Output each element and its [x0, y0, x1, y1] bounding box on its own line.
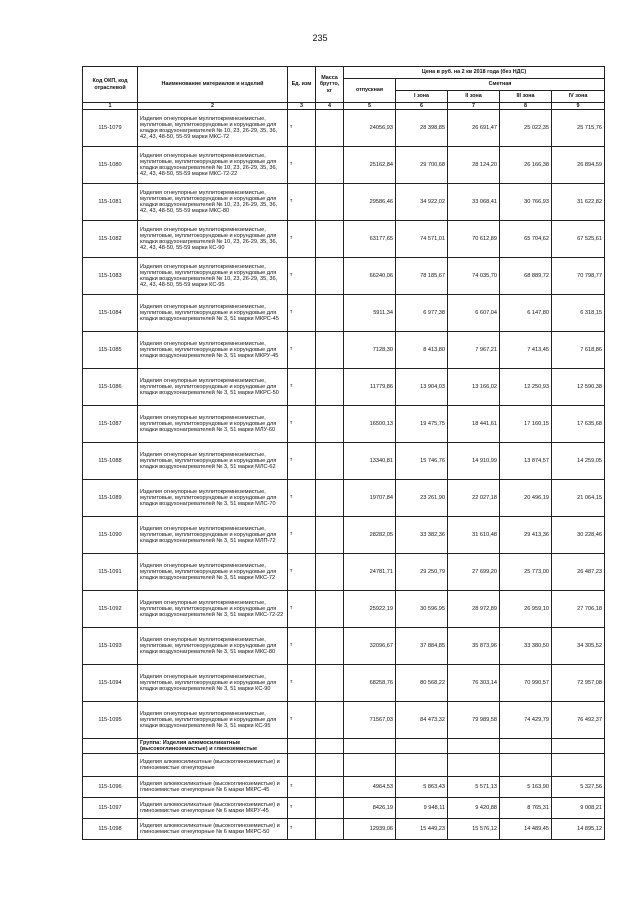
item-code: 115-1089: [83, 480, 138, 517]
zone3-price: 26 959,10: [500, 591, 552, 628]
table-row: [83, 443, 605, 480]
col-number: 3: [288, 103, 316, 110]
table-row: [83, 332, 605, 369]
col-number: 7: [448, 103, 500, 110]
zone4-price: 26 487,23: [552, 554, 605, 591]
zone3-price: 74 429,79: [500, 702, 552, 739]
item-name: Изделия огнеупорные муллитокремнеземистые, муллитовые, муллитокорундовые и корундовые для кладки воздухонагревателей № 3, 51 марки МЛС-70: [138, 480, 288, 517]
col-number: 9: [552, 103, 605, 110]
item-name: Изделия огнеупорные муллитокремнеземистые, муллитовые, муллитокорундовые и корундовые для кладки воздухонагревателей № 10, 23, 26-29, 35, 36, 42, 43, 48-50, 55-59 марки КС-90: [138, 221, 288, 258]
header-estimate: Сметная: [396, 79, 605, 91]
empty-cell: [316, 754, 344, 777]
table-row: [83, 258, 605, 295]
item-name: Изделия огнеупорные муллитокремнеземистые, муллитовые, муллитокорундовые и корундовые для кладки воздухонагревателей № 10, 23, 26-29, 35, 36, 42, 43, 48-50, 55-59 марки МКС-80: [138, 184, 288, 221]
zone3-price: 14 489,45: [500, 819, 552, 840]
item-code: 115-1088: [83, 443, 138, 480]
zone4-price: 14 895,12: [552, 819, 605, 840]
empty-cell: [288, 739, 316, 754]
zone4-price: 34 305,52: [552, 628, 605, 665]
empty-cell: [448, 754, 500, 777]
table-row: [83, 777, 605, 798]
item-mass: [316, 777, 344, 798]
item-mass: [316, 221, 344, 258]
col-number: 6: [396, 103, 448, 110]
zone2-price: 76 303,14: [448, 665, 500, 702]
table-row: [83, 406, 605, 443]
item-mass: [316, 480, 344, 517]
item-code: 115-1082: [83, 221, 138, 258]
item-mass: [316, 332, 344, 369]
item-mass: [316, 406, 344, 443]
item-mass: [316, 147, 344, 184]
page-number: 235: [312, 33, 328, 43]
zone4-price: 31 622,82: [552, 184, 605, 221]
item-name: Изделия алюмосиликатные (высокоглиноземистые) и глиноземистые огнеупорные № 6 марки МКРУ-45: [138, 798, 288, 819]
zone1-price: 78 185,67: [396, 258, 448, 295]
release-price: 8426,19: [344, 798, 396, 819]
item-name: Изделия огнеупорные муллитокремнеземистые, муллитовые, муллитокорундовые и корундовые для кладки воздухонагревателей № 10, 23, 26-29, 35, 36, 42, 43, 48-50, 55-59 марки КС-95: [138, 258, 288, 295]
release-price: 68258,76: [344, 665, 396, 702]
item-code: 115-1079: [83, 110, 138, 147]
item-unit: т: [288, 369, 316, 406]
release-price: 24056,93: [344, 110, 396, 147]
header-code: Код ОКП, код отраслевой: [83, 67, 138, 103]
table-row: [83, 110, 605, 147]
zone4-price: 26 894,59: [552, 147, 605, 184]
zone4-price: 21 064,15: [552, 480, 605, 517]
zone1-price: 9 948,11: [396, 798, 448, 819]
item-mass: [316, 184, 344, 221]
header-zone4: IV зона: [552, 91, 605, 103]
item-unit: т: [288, 258, 316, 295]
zone2-price: 31 610,48: [448, 517, 500, 554]
item-name: Изделия огнеупорные муллитокремнеземистые, муллитовые, муллитокорундовые и корундовые для кладки воздухонагревателей № 3, 51 марки МКС-72: [138, 554, 288, 591]
table-row: [83, 798, 605, 819]
item-unit: т: [288, 554, 316, 591]
zone2-price: 22 027,18: [448, 480, 500, 517]
zone3-price: 25 022,35: [500, 110, 552, 147]
zone3-price: 20 496,19: [500, 480, 552, 517]
zone1-price: 74 571,01: [396, 221, 448, 258]
zone2-price: 79 989,58: [448, 702, 500, 739]
item-code: 115-1086: [83, 369, 138, 406]
zone1-price: 5 863,43: [396, 777, 448, 798]
table-row: [83, 628, 605, 665]
zone1-price: 34 922,02: [396, 184, 448, 221]
zone1-price: 37 884,85: [396, 628, 448, 665]
table-row: [83, 591, 605, 628]
header-release: отпускная: [344, 79, 396, 103]
item-code: 115-1087: [83, 406, 138, 443]
zone4-price: 9 008,21: [552, 798, 605, 819]
zone4-price: 76 492,37: [552, 702, 605, 739]
zone3-price: 13 874,57: [500, 443, 552, 480]
empty-cell: [396, 739, 448, 754]
header-mass: Масса брутто, кг: [316, 67, 344, 103]
item-name: Изделия огнеупорные муллитокремнеземистые, муллитовые, муллитокорундовые и корундовые для кладки воздухонагревателей № 3, 51 марки КС-90: [138, 665, 288, 702]
release-price: 28282,05: [344, 517, 396, 554]
item-code: 115-1080: [83, 147, 138, 184]
release-price: 25162,84: [344, 147, 396, 184]
subgroup-title: Изделия алюмосиликатные (высокоглиноземистые) и глиноземистые огнеупорные: [138, 754, 288, 777]
empty-cell: [344, 754, 396, 777]
zone4-price: 27 706,18: [552, 591, 605, 628]
item-name: Изделия огнеупорные муллитокремнеземистые, муллитовые, муллитокорундовые и корундовые для кладки воздухонагревателей № 10, 23, 26-29, 35, 36, 42, 43, 48-50, 55-59 марки МКС-72: [138, 110, 288, 147]
col-number: 1: [83, 103, 138, 110]
empty-cell: [552, 739, 605, 754]
empty-cell: [344, 739, 396, 754]
item-mass: [316, 554, 344, 591]
zone4-price: 12 590,38: [552, 369, 605, 406]
release-price: 29586,46: [344, 184, 396, 221]
item-unit: т: [288, 147, 316, 184]
item-mass: [316, 295, 344, 332]
col-number: 8: [500, 103, 552, 110]
zone2-price: 18 441,61: [448, 406, 500, 443]
header-price-title: Цена в руб. на 2 кв 2018 года (без НДС): [344, 67, 605, 79]
zone4-price: 72 957,08: [552, 665, 605, 702]
zone4-price: 25 715,76: [552, 110, 605, 147]
release-price: 63177,65: [344, 221, 396, 258]
empty-cell: [552, 754, 605, 777]
zone1-price: 13 904,03: [396, 369, 448, 406]
table-row: [83, 517, 605, 554]
item-mass: [316, 591, 344, 628]
item-mass: [316, 443, 344, 480]
zone1-price: 15 449,23: [396, 819, 448, 840]
empty-cell: [316, 739, 344, 754]
zone3-price: 25 773,00: [500, 554, 552, 591]
release-price: 24781,71: [344, 554, 396, 591]
item-name: Изделия огнеупорные муллитокремнеземистые, муллитовые, муллитокорундовые и корундовые для кладки воздухонагревателей № 3, 51 марки МКС-72-22: [138, 591, 288, 628]
item-unit: т: [288, 443, 316, 480]
item-mass: [316, 628, 344, 665]
item-unit: т: [288, 665, 316, 702]
item-code: 115-1098: [83, 819, 138, 840]
release-price: 32096,67: [344, 628, 396, 665]
table-row: [83, 369, 605, 406]
header-zone2: II зона: [448, 91, 500, 103]
item-name: Изделия алюмосиликатные (высокоглиноземистые) и глиноземистые огнеупорные № 6 марки МКРС-45: [138, 777, 288, 798]
header-zone3: III зона: [500, 91, 552, 103]
zone2-price: 13 166,02: [448, 369, 500, 406]
item-name: Изделия огнеупорные муллитокремнеземистые, муллитовые, муллитокорундовые и корундовые для кладки воздухонагревателей № 10, 23, 26-29, 35, 36, 42, 43, 48-50, 55-59 марки МКС-72-22: [138, 147, 288, 184]
item-unit: т: [288, 221, 316, 258]
zone2-price: 7 967,21: [448, 332, 500, 369]
release-price: 12939,06: [344, 819, 396, 840]
item-mass: [316, 819, 344, 840]
zone2-price: 26 691,47: [448, 110, 500, 147]
item-unit: т: [288, 628, 316, 665]
item-name: Изделия огнеупорные муллитокремнеземистые, муллитовые, муллитокорундовые и корундовые для кладки воздухонагревателей № 3, 51 марки МКС-80: [138, 628, 288, 665]
item-unit: т: [288, 517, 316, 554]
item-code: 115-1096: [83, 777, 138, 798]
zone4-price: 30 228,46: [552, 517, 605, 554]
zone1-price: 8 413,80: [396, 332, 448, 369]
group-title: Группа: Изделия алюмосиликатные (высокоглиноземистые) и глиноземистые: [138, 739, 288, 754]
col-number: 4: [316, 103, 344, 110]
zone2-price: 5 571,13: [448, 777, 500, 798]
zone2-price: 74 035,70: [448, 258, 500, 295]
zone3-price: 17 160,15: [500, 406, 552, 443]
item-code: 115-1083: [83, 258, 138, 295]
release-price: 19707,84: [344, 480, 396, 517]
table-row: [83, 665, 605, 702]
item-mass: [316, 702, 344, 739]
item-code: 115-1090: [83, 517, 138, 554]
zone2-price: 27 699,20: [448, 554, 500, 591]
item-name: Изделия огнеупорные муллитокремнеземистые, муллитовые, муллитокорундовые и корундовые для кладки воздухонагревателей № 3, 51 марки КС-95: [138, 702, 288, 739]
item-mass: [316, 517, 344, 554]
item-mass: [316, 798, 344, 819]
zone3-price: 6 147,80: [500, 295, 552, 332]
item-mass: [316, 258, 344, 295]
subgroup-row: [83, 754, 605, 777]
zone4-price: 70 798,77: [552, 258, 605, 295]
item-code: 115-1084: [83, 295, 138, 332]
item-unit: т: [288, 798, 316, 819]
item-unit: т: [288, 591, 316, 628]
empty-cell: [448, 739, 500, 754]
item-name: Изделия огнеупорные муллитокремнеземистые, муллитовые, муллитокорундовые и корундовые для кладки воздухонагревателей № 3, 51 марки МКРС-45: [138, 295, 288, 332]
zone4-price: 14 259,05: [552, 443, 605, 480]
zone3-price: 7 413,45: [500, 332, 552, 369]
item-name: Изделия алюмосиликатные (высокоглиноземистые) и глиноземистые огнеупорные № 6 марки МКРС-50: [138, 819, 288, 840]
zone3-price: 30 766,93: [500, 184, 552, 221]
zone2-price: 70 612,89: [448, 221, 500, 258]
item-code: 115-1097: [83, 798, 138, 819]
header-zone1: I зона: [396, 91, 448, 103]
item-unit: т: [288, 480, 316, 517]
zone3-price: 70 990,57: [500, 665, 552, 702]
table-row: [83, 295, 605, 332]
zone2-price: 6 607,04: [448, 295, 500, 332]
item-mass: [316, 369, 344, 406]
table-row: [83, 184, 605, 221]
subgroup-code: [83, 754, 138, 777]
release-price: 71567,03: [344, 702, 396, 739]
table-row: [83, 554, 605, 591]
item-name: Изделия огнеупорные муллитокремнеземистые, муллитовые, муллитокорундовые и корундовые для кладки воздухонагревателей № 3, 51 марки МЛУ-60: [138, 406, 288, 443]
item-code: 115-1095: [83, 702, 138, 739]
release-price: 7128,30: [344, 332, 396, 369]
table-row: [83, 147, 605, 184]
zone3-price: 33 380,50: [500, 628, 552, 665]
zone4-price: 17 635,68: [552, 406, 605, 443]
zone2-price: 15 576,12: [448, 819, 500, 840]
table-row: [83, 221, 605, 258]
group-row: [83, 739, 605, 754]
zone1-price: 30 596,95: [396, 591, 448, 628]
zone1-price: 84 473,32: [396, 702, 448, 739]
item-unit: т: [288, 406, 316, 443]
zone1-price: 19 475,75: [396, 406, 448, 443]
item-code: 115-1081: [83, 184, 138, 221]
release-price: 16500,13: [344, 406, 396, 443]
zone1-price: 6 977,38: [396, 295, 448, 332]
item-code: 115-1091: [83, 554, 138, 591]
item-unit: т: [288, 777, 316, 798]
item-unit: т: [288, 332, 316, 369]
col-number: 2: [138, 103, 288, 110]
zone3-price: 5 163,90: [500, 777, 552, 798]
release-price: 5911,34: [344, 295, 396, 332]
zone2-price: 28 972,89: [448, 591, 500, 628]
zone1-price: 29 700,68: [396, 147, 448, 184]
zone1-price: 80 568,22: [396, 665, 448, 702]
zone2-price: 14 910,99: [448, 443, 500, 480]
empty-cell: [396, 754, 448, 777]
zone3-price: 12 250,93: [500, 369, 552, 406]
zone3-price: 8 765,31: [500, 798, 552, 819]
group-code: [83, 739, 138, 754]
zone3-price: 29 413,36: [500, 517, 552, 554]
item-unit: т: [288, 110, 316, 147]
zone4-price: 5 327,56: [552, 777, 605, 798]
release-price: 4964,53: [344, 777, 396, 798]
col-number: 5: [344, 103, 396, 110]
release-price: 25922,19: [344, 591, 396, 628]
item-mass: [316, 110, 344, 147]
zone4-price: 67 525,61: [552, 221, 605, 258]
zone3-price: 26 166,38: [500, 147, 552, 184]
empty-cell: [500, 739, 552, 754]
zone3-price: 68 889,72: [500, 258, 552, 295]
zone1-price: 15 746,76: [396, 443, 448, 480]
item-unit: т: [288, 702, 316, 739]
table-row: [83, 702, 605, 739]
table-row: [83, 480, 605, 517]
item-name: Изделия огнеупорные муллитокремнеземистые, муллитовые, муллитокорундовые и корундовые для кладки воздухонагревателей № 3, 51 марки МКРУ-45: [138, 332, 288, 369]
zone4-price: 7 618,86: [552, 332, 605, 369]
item-name: Изделия огнеупорные муллитокремнеземистые, муллитовые, муллитокорундовые и корундовые для кладки воздухонагревателей № 3, 51 марки МЛС-62: [138, 443, 288, 480]
item-code: 115-1093: [83, 628, 138, 665]
item-unit: т: [288, 184, 316, 221]
zone2-price: 9 420,88: [448, 798, 500, 819]
zone1-price: 33 382,36: [396, 517, 448, 554]
zone3-price: 65 704,62: [500, 221, 552, 258]
item-name: Изделия огнеупорные муллитокремнеземистые, муллитовые, муллитокорундовые и корундовые для кладки воздухонагревателей № 3, 51 марки МЛП-72: [138, 517, 288, 554]
release-price: 11779,86: [344, 369, 396, 406]
zone1-price: 28 398,85: [396, 110, 448, 147]
item-unit: т: [288, 819, 316, 840]
item-mass: [316, 665, 344, 702]
release-price: 13340,81: [344, 443, 396, 480]
item-code: 115-1085: [83, 332, 138, 369]
item-code: 115-1094: [83, 665, 138, 702]
item-code: 115-1092: [83, 591, 138, 628]
zone2-price: 35 873,96: [448, 628, 500, 665]
zone2-price: 33 068,41: [448, 184, 500, 221]
zone1-price: 23 261,90: [396, 480, 448, 517]
release-price: 66240,06: [344, 258, 396, 295]
header-unit: Ед. изм: [288, 67, 316, 103]
table-row: [83, 819, 605, 840]
item-name: Изделия огнеупорные муллитокремнеземистые, муллитовые, муллитокорундовые и корундовые для кладки воздухонагревателей № 3, 51 марки МКРС-50: [138, 369, 288, 406]
zone4-price: 6 318,15: [552, 295, 605, 332]
header-name: Наименование материалов и изделий: [138, 67, 288, 103]
item-unit: т: [288, 295, 316, 332]
price-table: [82, 66, 605, 840]
empty-cell: [288, 754, 316, 777]
zone2-price: 28 124,20: [448, 147, 500, 184]
empty-cell: [500, 754, 552, 777]
zone1-price: 29 250,79: [396, 554, 448, 591]
